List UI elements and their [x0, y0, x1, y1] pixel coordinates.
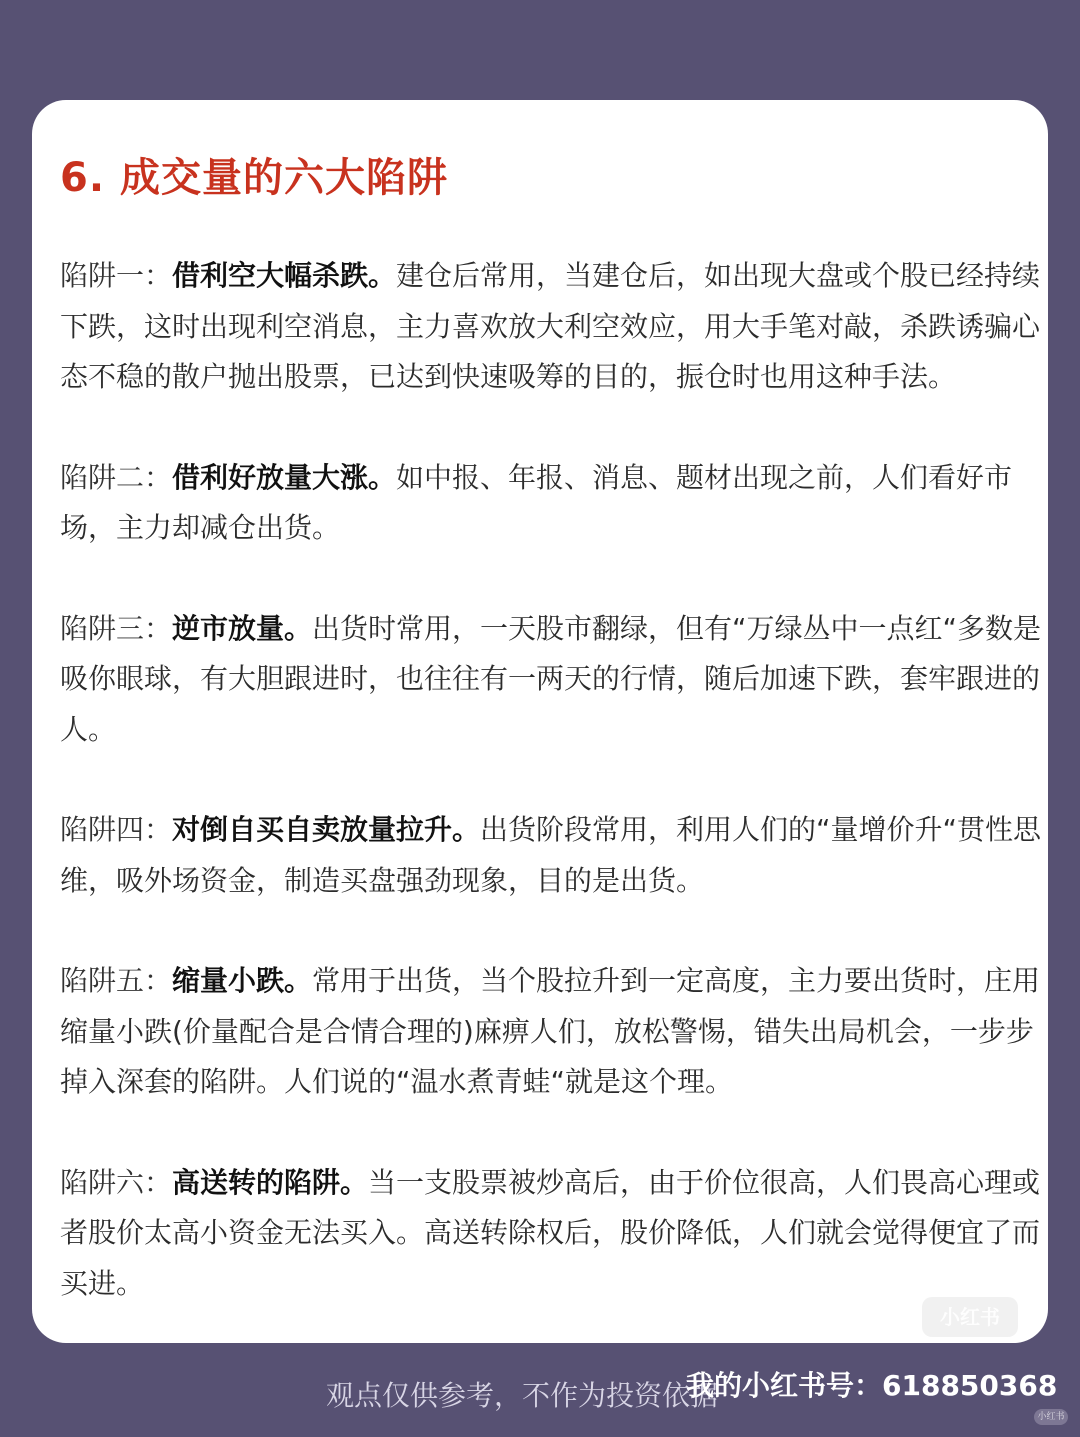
- trap-headline: 借利空大幅杀跌。: [172, 259, 397, 292]
- trap-body: 常用于出货，当个股拉升到一定高度，主力要出货时，庄用缩量小跌(价量配合是合情合理的)麻痹人们，放松警惕，错失出局机会，一步步掉入深套的陷阱。人们说的“温水煮青蛙“就是这个理。: [60, 964, 1041, 1098]
- trap-paragraph-4: [60, 805, 1045, 906]
- trap-headline: 缩量小跌。: [172, 964, 313, 997]
- trap-label: 陷阱一：: [60, 259, 173, 292]
- trap-headline: 逆市放量。: [172, 611, 313, 645]
- trap-paragraph-2: [60, 453, 1045, 554]
- trap-label: 陷阱二：: [60, 460, 173, 494]
- trap-body: 建仓后常用，当建仓后，如出现大盘或个股已经持续下跌，这时出现利空消息，主力喜欢放大利空效应，用大手笔对敲，杀跌诱骗心态不稳的散户抛出股票，已达到快速吸筹的目的，振仓时也用这种手法。: [60, 259, 1041, 393]
- trap-label: 陷阱四：: [60, 813, 173, 846]
- content-card: [32, 100, 1048, 1343]
- page-title: 6. 成交量的六大陷阱: [60, 155, 448, 201]
- trap-body: 当一支股票被炒高后，由于价位很高，人们畏高心理或者股价太高小资金无法买入。高送转除权后，股价降低，人们就会觉得便宜了而买进。: [60, 1165, 1041, 1300]
- trap-body: 出货时常用，一天股市翻绿，但有“万绿丛中一点红“多数是吸你眼球，有大胆跟进时，也往往有一两天的行情，随后加速下跌，套牢跟进的人。: [60, 611, 1042, 746]
- trap-headline: 高送转的陷阱。: [172, 1165, 369, 1199]
- trap-list: [60, 251, 1048, 1309]
- trap-label: 陷阱六：: [60, 1165, 173, 1199]
- watermark-logo-icon: 小红书: [922, 1297, 1018, 1337]
- footer-account-id: 我的小红书号：618850368: [686, 1369, 1058, 1402]
- trap-paragraph-5: [60, 956, 1045, 1108]
- trap-paragraph-6: [60, 1158, 1045, 1310]
- trap-headline: 借利好放量大涨。: [172, 460, 397, 494]
- trap-label: 陷阱五：: [60, 964, 173, 997]
- trap-body: 如中报、年报、消息、题材出现之前，人们看好市场，主力却减仓出货。: [60, 460, 1013, 544]
- corner-watermark-icon: 小红书: [1034, 1409, 1068, 1425]
- trap-headline: 对倒自买自卖放量拉升。: [172, 813, 481, 846]
- footer-disclaimer: 观点仅供参考，不作为投资依据: [326, 1379, 719, 1412]
- trap-body: 出货阶段常用，利用人们的“量增价升“贯性思维，吸外场资金，制造买盘强劲现象，目的是出货。: [60, 813, 1042, 897]
- trap-paragraph-1: [60, 251, 1045, 403]
- trap-label: 陷阱三：: [60, 611, 173, 645]
- trap-paragraph-3: [60, 604, 1045, 756]
